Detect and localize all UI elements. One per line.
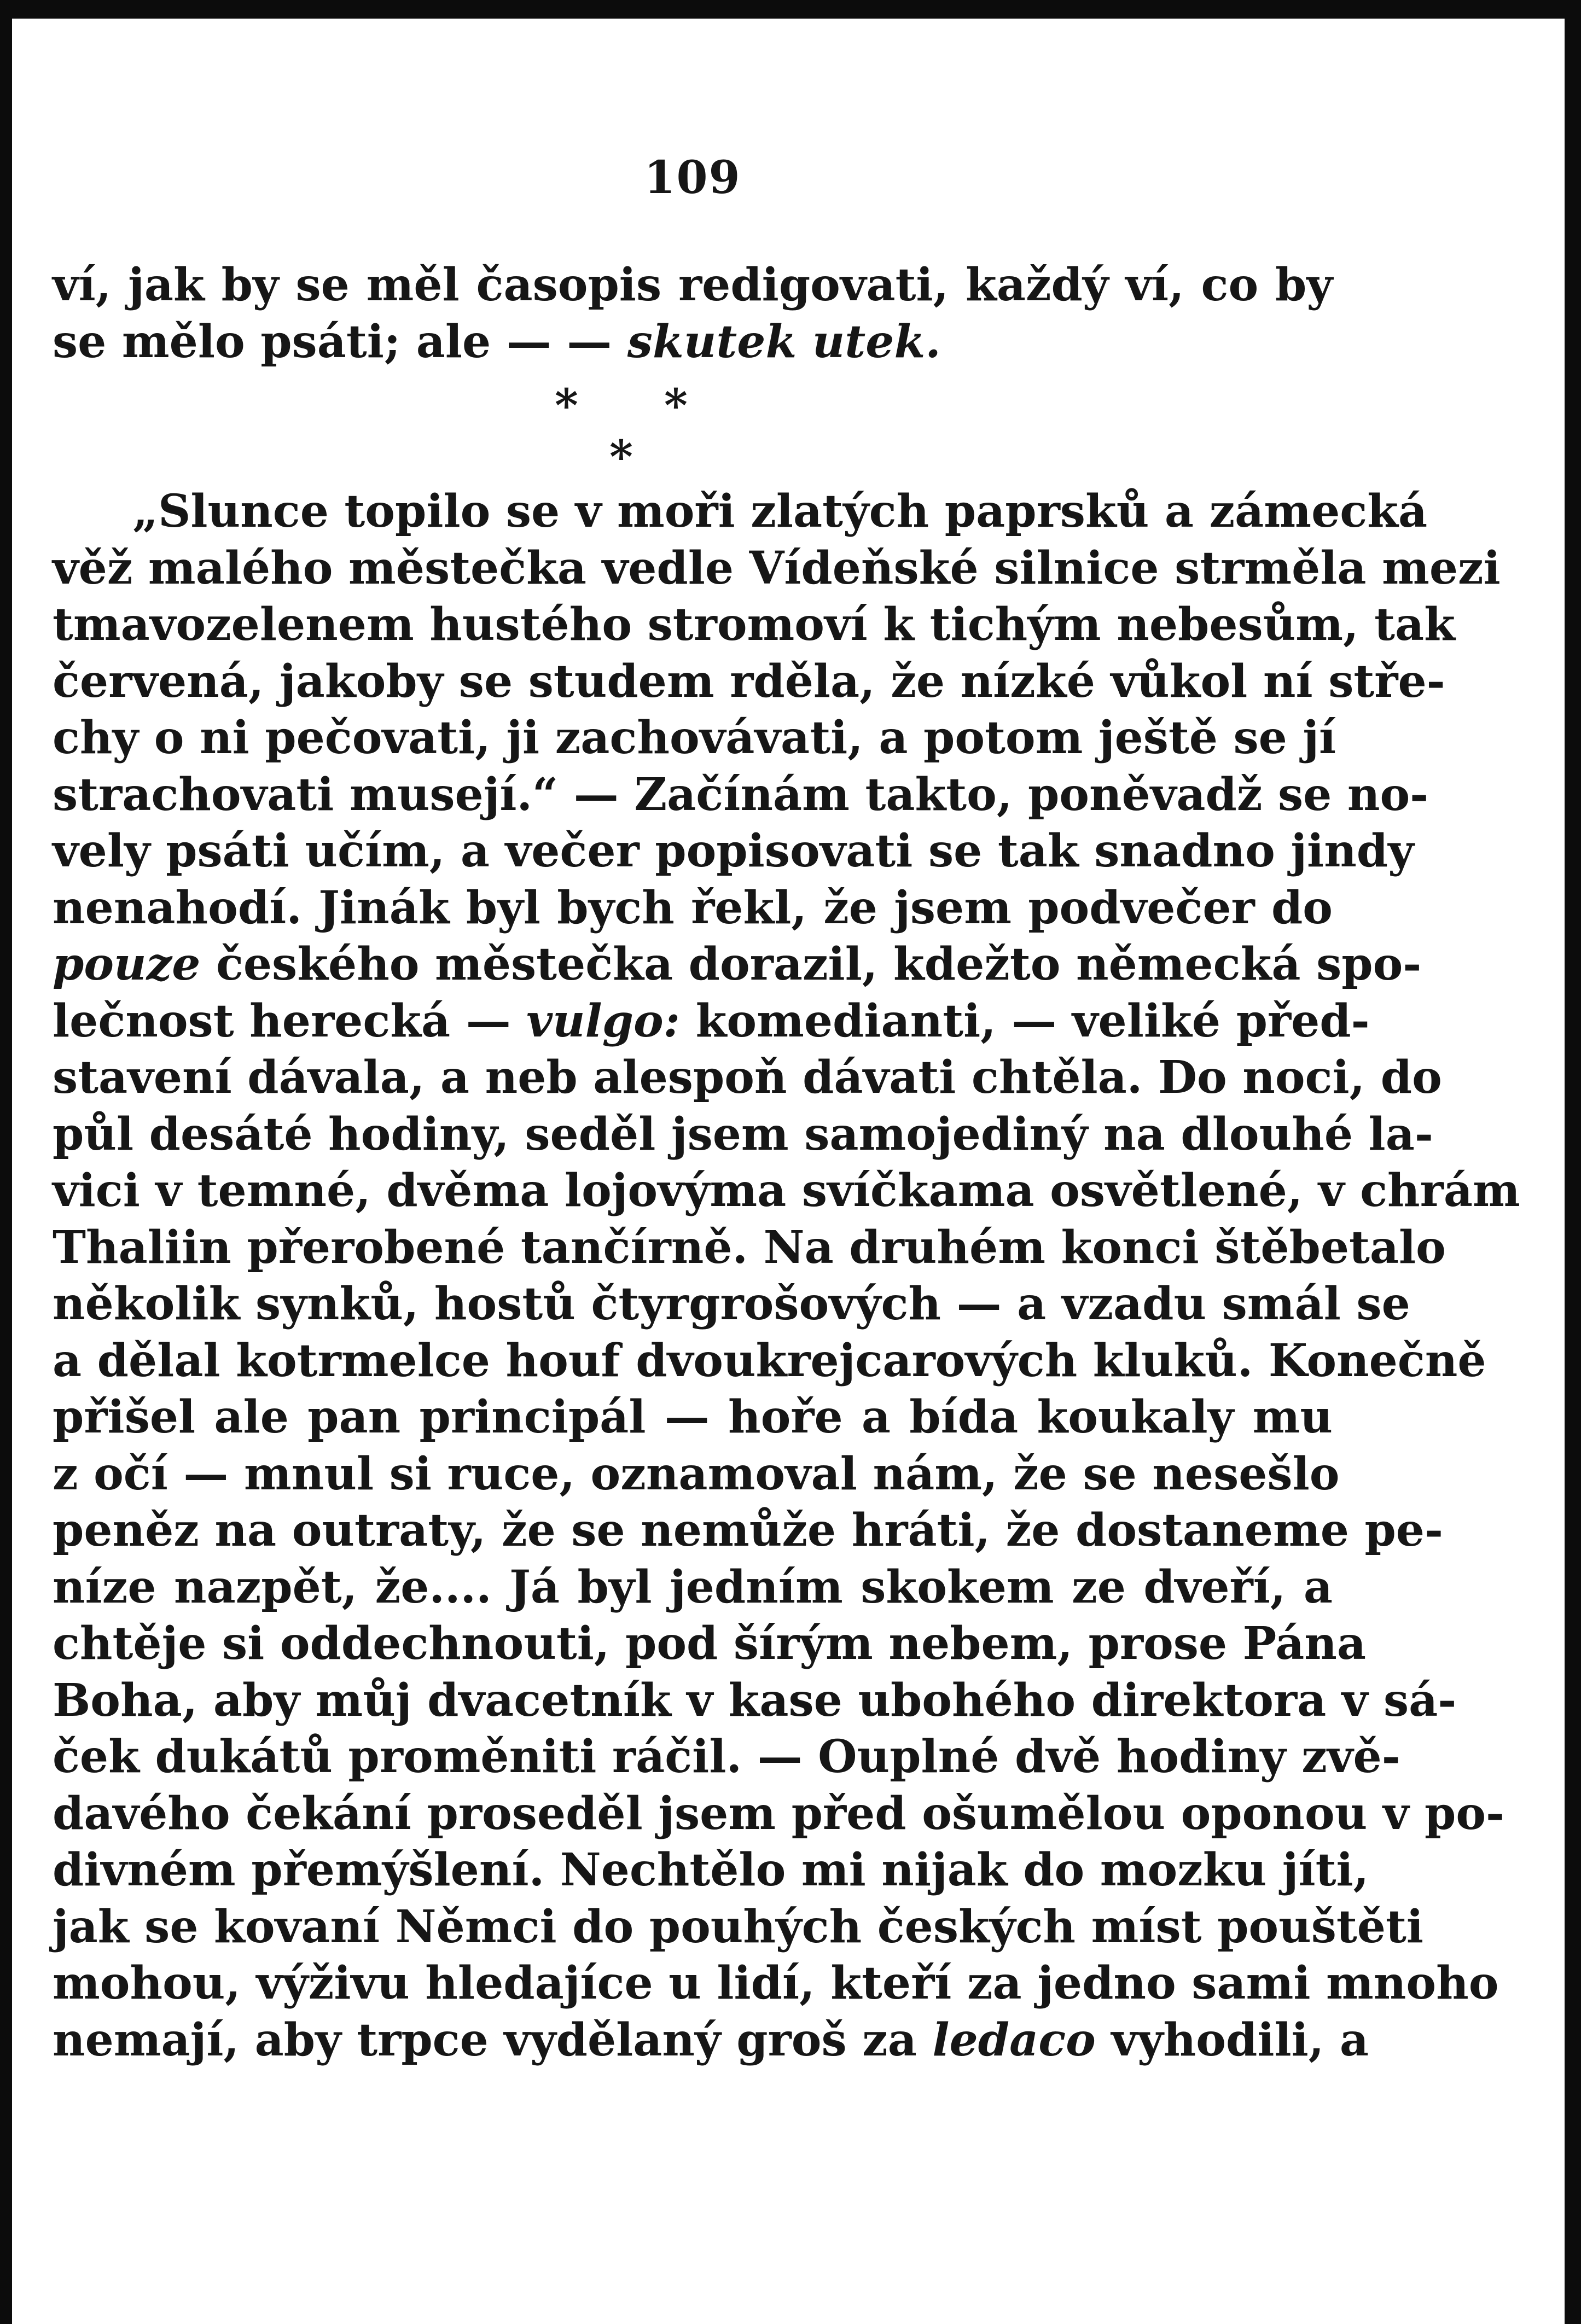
text-block-after-break [53, 484, 1520, 2069]
text-line: pouze českého městečka dorazil, kdežto německá spo- [53, 938, 1422, 991]
separator-asterisk: * [609, 431, 633, 484]
text-line: divném přemýšlení. Nechtělo mi nijak do mozku jíti, [53, 1844, 1369, 1896]
text-line: červená, jakoby se studem rděla, že nízké vůkol ní stře- [53, 655, 1445, 708]
text-line: několik synků, hostů čtyrgrošových — a vzadu smál se [53, 1278, 1410, 1330]
text-line: chy o ni pečovati, ji zachovávati, a potom ještě se jí [53, 712, 1336, 764]
text-line: nenahodí. Jinák byl bych řekl, že jsem podvečer do [53, 881, 1333, 934]
italic-text: vulgo: [526, 994, 681, 1047]
separator-asterisk: * [555, 380, 578, 432]
text-line: peněz na outraty, že se nemůže hráti, že dostaneme pe- [53, 1504, 1443, 1557]
book-page [53, 142, 1520, 2069]
text-line: z očí — mnul si ruce, oznamoval nám, že se nesešlo [53, 1447, 1340, 1500]
text-line: přišel ale pan principál — hoře a bída koukaly mu [53, 1391, 1333, 1443]
text-line: nemají, aby trpce vydělaný groš za ledaco vyhodili, a [53, 2013, 1369, 2066]
text-line: chtěje si oddechnouti, pod šírým nebem, prose Pána [53, 1617, 1366, 1670]
text-line: níze nazpět, že.... Já byl jedním skokem ze dveří, a [53, 1560, 1333, 1614]
text-line: stavení dávala, a neb alespoň dávati chtěla. Do noci, do [53, 1051, 1442, 1104]
text-line: se mělo psáti; ale — — skutek utek. [53, 315, 941, 368]
text-line: „Slunce topilo se v moři zlatých paprsků a zámecká [132, 485, 1428, 538]
page-body [53, 257, 1520, 2069]
text-line: tmavozelenem hustého stromoví k tichým nebesům, tak [53, 598, 1455, 651]
italic-text: ledaco [932, 2013, 1096, 2066]
text-line: jak se kovaní Němci do pouhých českých míst pouštěti [53, 1900, 1423, 1953]
scan-border-right [1565, 0, 1581, 2324]
text-line: ví, jak by se měl časopis redigovati, každý ví, co by [53, 259, 1333, 311]
text-line: a dělal kotrmelce houf dvoukrejcarových kluků. Konečně [53, 1334, 1486, 1387]
page-number: 109 [644, 152, 741, 204]
text-line: Thaliin přerobené tančírně. Na druhém konci štěbetalo [53, 1221, 1446, 1274]
text-line: mohou, výživu hledajíce u lidí, kteří za jedno sami mnoho [53, 1957, 1499, 2010]
section-separator [53, 370, 1333, 484]
text-line: vici v temné, dvěma lojovýma svíčkama osvětlené, v chrám [53, 1164, 1520, 1217]
text-line: půl desáté hodiny, seděl jsem samojediný na dlouhé la- [53, 1108, 1433, 1161]
text-line: lečnost herecká — vulgo: komedianti, — veliké před- [53, 994, 1370, 1047]
scan-border-left [0, 0, 12, 2324]
italic-text: pouze [53, 938, 201, 991]
text-line: davého čekání proseděl jsem před ošumělou oponou v po- [53, 1787, 1505, 1840]
text-line: věž malého městečka vedle Vídeňské silnice strměla mezi [53, 541, 1501, 595]
italic-text: skutek utek. [627, 315, 941, 368]
text-line: vely psáti učím, a večer popisovati se tak snadno jindy [53, 825, 1414, 877]
text-line: strachovati musejí.“ — Začínám takto, poněvadž se no- [53, 768, 1429, 821]
text-line: ček dukátů proměniti ráčil. — Ouplné dvě hodiny zvě- [53, 1731, 1400, 1783]
text-block-before-break [53, 257, 1333, 370]
text-line: Boha, aby můj dvacetník v kase ubohého direktora v sá- [53, 1674, 1457, 1727]
separator-asterisk: * [664, 380, 688, 432]
scan-border-top [0, 0, 1581, 19]
